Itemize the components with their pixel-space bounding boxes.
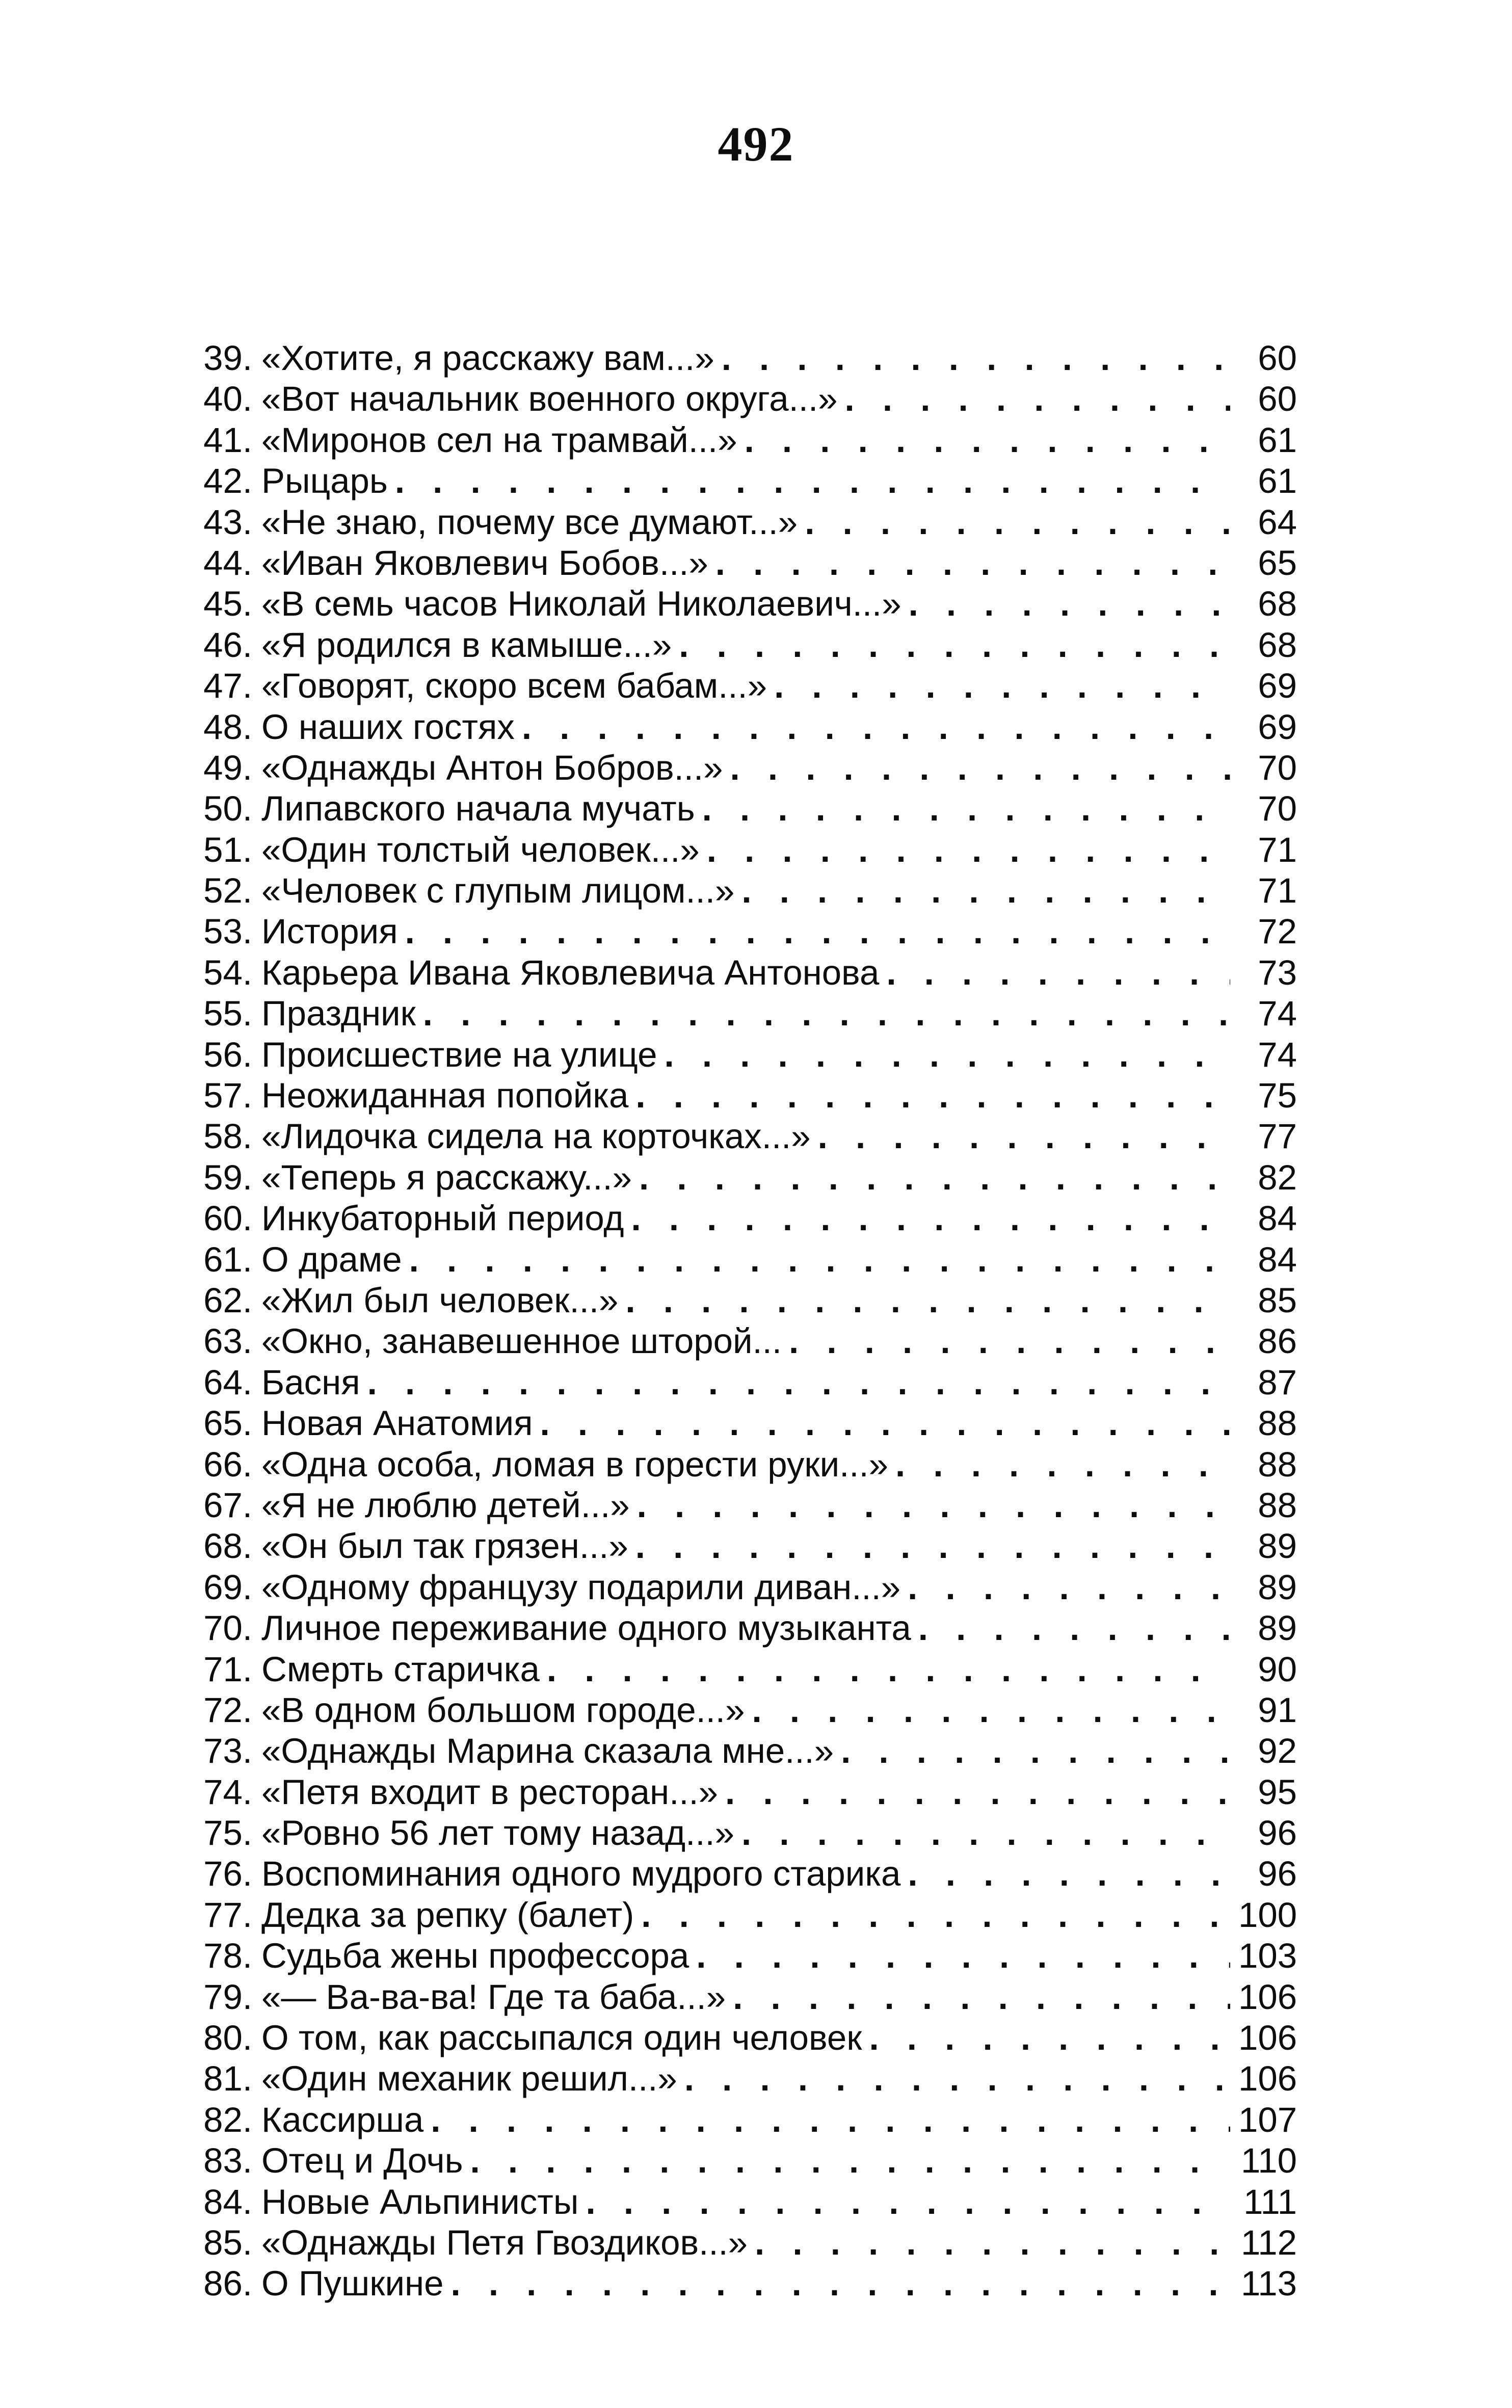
dot-leader (811, 1116, 1230, 1157)
toc-entry (186, 870, 1297, 911)
entry-number: 76. (203, 1854, 252, 1894)
dot-leader (734, 1813, 1230, 1854)
entry-page: 96 (1258, 1813, 1297, 1853)
entry-title: «Однажды Петя Гвоздиков...» (261, 2222, 748, 2262)
dot-leader (360, 1362, 1230, 1403)
dot-leader (911, 1608, 1230, 1649)
entry-number: 82. (203, 2100, 252, 2139)
entry-page: 87 (1258, 1362, 1297, 1402)
dot-leader (624, 1198, 1231, 1239)
dot-leader (402, 1239, 1230, 1280)
entry-title: «Одна особа, ломая в горести руки...» (261, 1444, 889, 1484)
entry-number: 50. (203, 789, 252, 829)
entry-number: 70. (203, 1608, 252, 1648)
toc-entry (186, 2263, 1297, 2304)
toc-entry (186, 1936, 1297, 1976)
dot-leader (630, 1485, 1230, 1526)
entry-page: 96 (1258, 1854, 1297, 1894)
entry-number: 42. (203, 461, 252, 501)
entry-page: 68 (1258, 584, 1297, 624)
dot-leader (416, 993, 1230, 1034)
dot-leader (782, 1321, 1230, 1362)
dot-leader (444, 2263, 1231, 2304)
entry-title: Праздник (261, 994, 416, 1034)
entry-title: «Лидочка сидела на корточках...» (261, 1117, 811, 1156)
entry-title: История (261, 912, 398, 951)
entry-page: 106 (1238, 1977, 1297, 2017)
entry-number: 69. (203, 1567, 252, 1607)
entry-title: Новые Альпинисты (261, 2182, 579, 2221)
dot-leader (700, 830, 1230, 870)
dot-leader (515, 707, 1230, 748)
entry-number: 75. (203, 1813, 252, 1853)
entry-title: О драме (261, 1239, 402, 1279)
toc-entry (186, 1321, 1297, 1362)
dot-leader (745, 1690, 1230, 1731)
entry-title: «— Ва-ва-ва! Где та баба...» (261, 1977, 726, 2017)
entry-page: 84 (1258, 1239, 1297, 1279)
entry-page: 110 (1240, 2141, 1297, 2181)
entry-title: «Не знаю, почему все думают...» (261, 502, 798, 542)
entry-number: 60. (203, 1199, 252, 1238)
dot-leader (677, 2058, 1230, 2099)
entry-number: 83. (203, 2141, 252, 2181)
dot-leader (388, 461, 1230, 501)
dot-leader (533, 1403, 1230, 1444)
entry-title: «Говорят, скоро всем бабам...» (261, 666, 767, 706)
entry-title: «Один толстый человек...» (261, 830, 700, 869)
entry-number: 46. (203, 625, 252, 665)
entry-page: 111 (1243, 2182, 1297, 2221)
entry-page: 74 (1258, 994, 1297, 1034)
entry-title: «Однажды Марина сказала мне...» (261, 1731, 834, 1771)
entry-title: «Жил был человек...» (261, 1280, 619, 1320)
toc-entry (186, 1403, 1297, 1444)
entry-number: 61. (203, 1239, 252, 1279)
entry-title: Рыцарь (261, 461, 388, 501)
dot-leader (578, 2182, 1230, 2222)
toc-entry (186, 666, 1297, 706)
entry-number: 58. (203, 1117, 252, 1156)
dot-leader (734, 870, 1230, 911)
entry-page: 89 (1258, 1567, 1297, 1607)
entry-number: 66. (203, 1444, 252, 1484)
entry-page: 75 (1258, 1076, 1297, 1116)
entry-page: 64 (1258, 502, 1297, 542)
entry-page: 70 (1258, 748, 1297, 787)
entry-number: 44. (203, 543, 252, 583)
entry-title: «Человек с глупым лицом...» (261, 871, 735, 911)
dot-leader (695, 788, 1230, 829)
entry-page: 60 (1258, 379, 1297, 419)
entry-page: 88 (1258, 1485, 1297, 1525)
toc-entry (186, 952, 1297, 993)
entry-number: 49. (203, 748, 252, 787)
toc-entry (186, 911, 1297, 952)
entry-title: Дедка за репку (балет) (261, 1895, 634, 1935)
dot-leader (834, 1731, 1230, 1771)
entry-number: 55. (203, 994, 252, 1034)
dot-leader (672, 625, 1230, 666)
toc-entry (186, 1116, 1297, 1157)
entry-number: 80. (203, 2018, 252, 2058)
entry-page: 107 (1238, 2100, 1297, 2139)
entry-number: 43. (203, 502, 252, 542)
toc-entry (186, 1977, 1297, 2018)
entry-number: 45. (203, 584, 252, 624)
entry-title: «Теперь я расскажу...» (261, 1157, 632, 1197)
entry-title: Липавского начала мучать (261, 789, 695, 829)
dot-leader (618, 1280, 1230, 1321)
toc-entry (186, 1526, 1297, 1567)
entry-title: Карьера Ивана Яковлевича Антонова (261, 952, 880, 992)
toc-entry (186, 461, 1297, 501)
entry-number: 40. (203, 379, 252, 419)
entry-number: 47. (203, 666, 252, 706)
entry-page: 85 (1258, 1280, 1297, 1320)
entry-title: Личное переживание одного музыканта (261, 1608, 911, 1648)
toc-entry (186, 748, 1297, 788)
entry-title: Басня (261, 1362, 360, 1402)
entry-title: Отец и Дочь (261, 2141, 463, 2181)
toc-entry (186, 788, 1297, 829)
dot-leader (900, 1854, 1230, 1894)
dot-leader (838, 379, 1230, 419)
toc-entry (186, 2018, 1297, 2058)
entry-number: 51. (203, 830, 252, 869)
entry-number: 74. (203, 1772, 252, 1812)
entry-page: 70 (1258, 789, 1297, 829)
toc-entry (186, 1690, 1297, 1731)
entry-title: «Я не люблю детей...» (261, 1485, 630, 1525)
entry-page: 112 (1240, 2222, 1297, 2262)
entry-title: Кассирша (261, 2100, 424, 2139)
entry-page: 103 (1238, 1936, 1297, 1976)
toc-entry (186, 584, 1297, 624)
entry-title: «В одном большом городе...» (261, 1690, 745, 1730)
toc-entry (186, 2140, 1297, 2181)
toc-entry (186, 1362, 1297, 1403)
toc-entry (186, 1608, 1297, 1649)
entry-page: 92 (1258, 1731, 1297, 1771)
dot-leader (634, 1895, 1230, 1936)
entry-number: 67. (203, 1485, 252, 1525)
entry-title: Инкубаторный период (261, 1199, 624, 1238)
dot-leader (628, 1526, 1230, 1567)
toc-entry (186, 1567, 1297, 1608)
entry-number: 57. (203, 1076, 252, 1116)
toc-entry (186, 1772, 1297, 1813)
entry-page: 69 (1258, 666, 1297, 706)
table-of-contents (186, 338, 1297, 2305)
toc-entry (186, 1157, 1297, 1198)
entry-title: «Ровно 56 лет тому назад...» (261, 1813, 735, 1853)
entry-page: 95 (1258, 1772, 1297, 1812)
toc-entry (186, 1485, 1297, 1526)
entry-page: 88 (1258, 1404, 1297, 1443)
dot-leader (423, 2100, 1230, 2140)
toc-entry (186, 1280, 1297, 1321)
toc-entry (186, 1075, 1297, 1116)
entry-title: «Хотите, я расскажу вам...» (261, 338, 714, 378)
dot-leader (657, 1035, 1230, 1075)
entry-title: Новая Анатомия (261, 1404, 533, 1443)
dot-leader (714, 338, 1230, 379)
entry-page: 60 (1258, 338, 1297, 378)
dot-leader (879, 952, 1230, 993)
toc-entry (186, 625, 1297, 666)
dot-leader (901, 584, 1230, 624)
dot-leader (900, 1567, 1230, 1608)
toc-entry (186, 1444, 1297, 1485)
entry-number: 85. (203, 2222, 252, 2262)
entry-page: 89 (1258, 1608, 1297, 1648)
toc-entry (186, 338, 1297, 379)
toc-entry (186, 830, 1297, 870)
entry-number: 52. (203, 871, 252, 911)
entry-title: «Окно, занавешенное шторой... (261, 1321, 782, 1361)
entry-number: 63. (203, 1321, 252, 1361)
entry-page: 82 (1258, 1157, 1297, 1197)
entry-page: 100 (1238, 1895, 1297, 1935)
entry-title: «Однажды Антон Бобров...» (261, 748, 723, 787)
toc-entry (186, 1895, 1297, 1936)
toc-entry (186, 2058, 1297, 2099)
entry-title: «Петя входит в ресторан...» (261, 1772, 719, 1812)
entry-number: 81. (203, 2059, 252, 2099)
entry-number: 39. (203, 338, 252, 378)
toc-entry (186, 502, 1297, 543)
entry-title: Неожиданная попойка (261, 1076, 629, 1116)
entry-number: 73. (203, 1731, 252, 1771)
entry-number: 86. (203, 2264, 252, 2304)
dot-leader (862, 2018, 1230, 2058)
entry-page: 113 (1240, 2264, 1297, 2304)
entry-number: 62. (203, 1280, 252, 1320)
entry-title: «Я родился в камыше...» (261, 625, 672, 665)
entry-title: Воспоминания одного мудрого старика (261, 1854, 901, 1894)
entry-title: «Одному французу подарили диван...» (261, 1567, 901, 1607)
dot-leader (748, 2222, 1230, 2263)
entry-title: О наших гостях (261, 707, 515, 747)
toc-entry (186, 420, 1297, 461)
entry-page: 106 (1238, 2059, 1297, 2099)
entry-title: О Пушкине (261, 2264, 444, 2304)
entry-page: 90 (1258, 1649, 1297, 1689)
entry-page: 61 (1258, 420, 1297, 460)
entry-title: Происшествие на улице (261, 1035, 657, 1074)
entry-number: 59. (203, 1157, 252, 1197)
entry-number: 54. (203, 952, 252, 992)
toc-entry (186, 1854, 1297, 1894)
dot-leader (540, 1649, 1230, 1690)
entry-title: «Миронов сел на трамвай...» (261, 420, 737, 460)
entry-page: 88 (1258, 1444, 1297, 1484)
entry-title: О том, как рассыпался один человек (261, 2018, 862, 2058)
dot-leader (737, 420, 1230, 461)
dot-leader (708, 543, 1230, 584)
entry-page: 106 (1238, 2018, 1297, 2058)
entry-page: 72 (1258, 912, 1297, 951)
entry-number: 56. (203, 1035, 252, 1074)
toc-entry (186, 379, 1297, 419)
entry-number: 72. (203, 1690, 252, 1730)
entry-number: 77. (203, 1895, 252, 1935)
entry-number: 68. (203, 1526, 252, 1566)
entry-page: 61 (1258, 461, 1297, 501)
entry-number: 71. (203, 1649, 252, 1689)
dot-leader (798, 502, 1230, 543)
dot-leader (723, 748, 1230, 788)
toc-entry (186, 2222, 1297, 2263)
entry-page: 68 (1258, 625, 1297, 665)
entry-title: «Один механик решил...» (261, 2059, 677, 2099)
dot-leader (398, 911, 1230, 952)
entry-page: 77 (1258, 1117, 1297, 1156)
dot-leader (718, 1772, 1230, 1813)
toc-entry (186, 993, 1297, 1034)
entry-number: 48. (203, 707, 252, 747)
entry-page: 89 (1258, 1526, 1297, 1566)
dot-leader (632, 1157, 1230, 1198)
toc-entry (186, 1198, 1297, 1239)
entry-page: 69 (1258, 707, 1297, 747)
dot-leader (689, 1936, 1230, 1976)
page-number: 492 (718, 117, 794, 171)
entry-page: 86 (1258, 1321, 1297, 1361)
entry-page: 65 (1258, 543, 1297, 583)
entry-page: 71 (1258, 830, 1297, 869)
entry-number: 65. (203, 1404, 252, 1443)
toc-entry (186, 1649, 1297, 1690)
entry-number: 53. (203, 912, 252, 951)
dot-leader (463, 2140, 1230, 2181)
entry-title: «Иван Яковлевич Бобов...» (261, 543, 708, 583)
toc-entry (186, 1239, 1297, 1280)
entry-page: 73 (1258, 952, 1297, 992)
entry-number: 78. (203, 1936, 252, 1976)
entry-page: 71 (1258, 871, 1297, 911)
dot-leader (888, 1444, 1230, 1485)
entry-number: 84. (203, 2182, 252, 2221)
entry-title: «В семь часов Николай Николаевич...» (261, 584, 901, 624)
entry-title: «Вот начальник военного округа...» (261, 379, 838, 419)
dot-leader (628, 1075, 1230, 1116)
toc-entry (186, 2182, 1297, 2222)
dot-leader (726, 1977, 1230, 2018)
toc-entry (186, 2100, 1297, 2140)
toc-entry (186, 543, 1297, 584)
dot-leader (767, 666, 1230, 706)
entry-title: Судьба жены профессора (261, 1936, 689, 1976)
entry-page: 84 (1258, 1199, 1297, 1238)
entry-number: 79. (203, 1977, 252, 2017)
entry-number: 41. (203, 420, 252, 460)
entry-title: Смерть старичка (261, 1649, 540, 1689)
toc-entry (186, 707, 1297, 748)
toc-entry (186, 1813, 1297, 1854)
entry-page: 74 (1258, 1035, 1297, 1074)
entry-number: 64. (203, 1362, 252, 1402)
toc-entry (186, 1731, 1297, 1771)
entry-title: «Он был так грязен...» (261, 1526, 628, 1566)
entry-page: 91 (1258, 1690, 1297, 1730)
toc-entry (186, 1035, 1297, 1075)
